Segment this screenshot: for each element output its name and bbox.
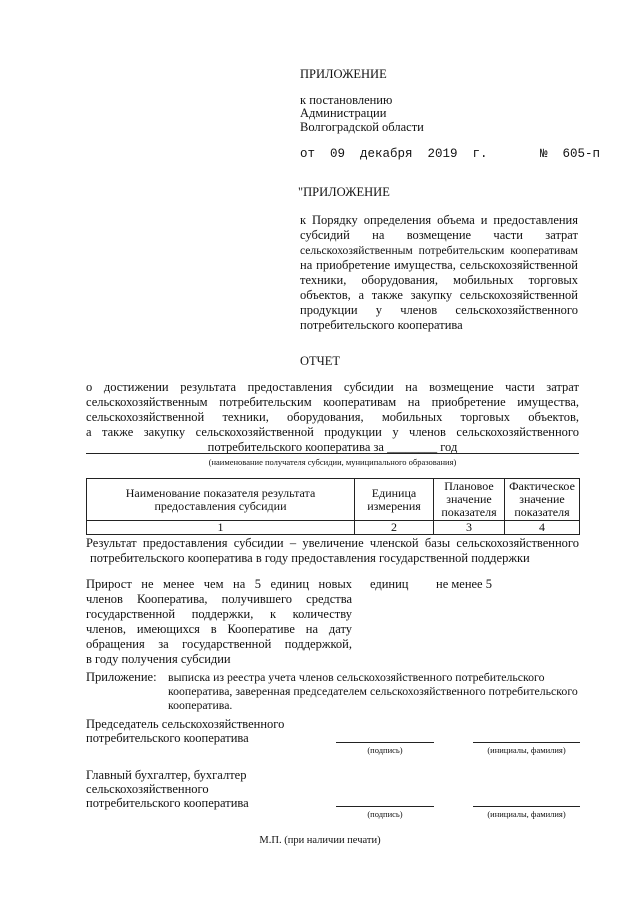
signature-line [336, 806, 434, 807]
signature-line [336, 742, 434, 743]
appendix-line: объектов, а также закупку сельскохозяйственной [300, 288, 578, 302]
table-header-row [87, 479, 580, 521]
table-header-cell: Наименование показателя результата предоставления субсидии [87, 479, 355, 521]
report-description [86, 380, 579, 455]
header-line: Администрации [300, 106, 387, 120]
appendix-line: техники, оборудования, мобильных торговых [300, 273, 578, 287]
indicator-line: государственной поддержки, к количеству [86, 607, 352, 621]
attachment-text [168, 670, 580, 712]
accountant-title: потребительского кооператива [86, 796, 249, 810]
report-line: сельскохозяйственным потребительским кооперативам на приобретение имущества, [86, 395, 579, 409]
report-line: о достижении результата предоставления субсидии на возмещение части затрат [86, 380, 579, 394]
header-line: Волгоградской области [300, 120, 424, 134]
table-cell: 3 [434, 521, 505, 535]
appendix-line: субсидий на возмещение части затрат [300, 228, 578, 242]
initials-caption: (инициалы, фамилия) [487, 809, 566, 819]
recipient-line [86, 453, 579, 454]
appendix-title: "ПРИЛОЖЕНИЕ [298, 185, 390, 199]
header-line: к постановлению [300, 93, 393, 107]
indicator-text [86, 577, 352, 667]
attachment-line: кооператива, заверенная председателем сельскохозяйственного потребительского [168, 684, 578, 698]
order-date-number: от 09 декабря 2019 г. № 605-п [300, 147, 601, 161]
indicator-plan: не менее 5 [436, 577, 492, 591]
signature-caption: (подпись) [367, 809, 403, 819]
table-cell: 1 [87, 521, 355, 535]
header-title: ПРИЛОЖЕНИЕ [300, 67, 387, 81]
indicator-line: Прирост не менее чем на 5 единиц новых [86, 577, 352, 591]
appendix-line: потребительского кооператива [300, 318, 463, 332]
report-line: а также закупку сельскохозяйственной продукции у членов сельскохозяйственного [86, 425, 579, 439]
table-header-cell: Единица измерения [355, 479, 434, 521]
table-header-cell: Плановое значение показателя [434, 479, 505, 521]
report-title: ОТЧЕТ [299, 354, 341, 368]
result-line: потребительского кооператива в году предоставления государственной поддержки [90, 551, 530, 565]
indicator-line: членов, имеющихся в Кооперативе на дату [86, 622, 352, 636]
appendix-line: на приобретение имущества, сельскохозяйственной [300, 258, 578, 272]
result-line: Результат предоставления субсидии – увеличение членской базы сельскохозяйственного [86, 536, 579, 550]
report-line: сельскохозяйственной техники, оборудования, мобильных торговых объектов, [86, 410, 579, 424]
table-cell: 2 [355, 521, 434, 535]
initials-line [473, 806, 580, 807]
table-cell: 4 [505, 521, 580, 535]
indicators-table [86, 478, 580, 535]
table-row [87, 521, 580, 535]
initials-line [473, 742, 580, 743]
indicator-line: членов Кооператива, получившего средства [86, 592, 352, 606]
indicator-line: обращения за государственной поддержкой, [86, 637, 352, 651]
attachment-label: Приложение: [86, 670, 157, 684]
accountant-title: сельскохозяйственного [86, 782, 209, 796]
indicator-line: в году получения субсидии [86, 652, 231, 666]
report-line: потребительского кооператива за ________ год [207, 440, 458, 454]
appendix-line: продукции у членов сельскохозяйственного [300, 303, 578, 317]
attachment-line: выписка из реестра учета членов сельскохозяйственного потребительского [168, 670, 545, 684]
result-text [86, 536, 579, 566]
indicator-unit: единиц [370, 577, 409, 591]
stamp-note: М.П. (при наличии печати) [259, 835, 381, 846]
appendix-text [300, 213, 578, 333]
table-header-cell: Фактическое значение показателя [505, 479, 580, 521]
chairman-title: Председатель сельскохозяйственного [86, 717, 285, 731]
chairman-title: потребительского кооператива [86, 731, 249, 745]
attachment-line: кооператива. [168, 698, 233, 712]
appendix-line: сельскохозяйственным потребительским кооперативам [300, 244, 578, 257]
initials-caption: (инициалы, фамилия) [487, 745, 566, 755]
accountant-title: Главный бухгалтер, бухгалтер [86, 768, 247, 782]
signature-caption: (подпись) [367, 745, 403, 755]
appendix-line: к Порядку определения объема и предоставления [300, 213, 578, 227]
recipient-caption: (наименование получателя субсидии, муниципального образования) [208, 457, 457, 467]
